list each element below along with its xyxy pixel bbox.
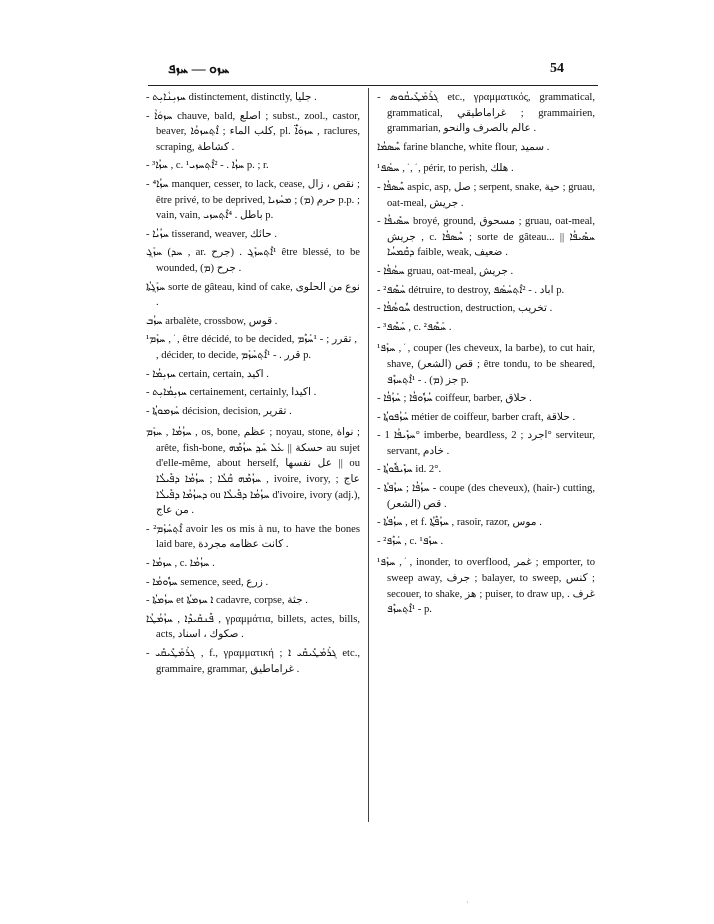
column-divider: [368, 88, 369, 822]
dictionary-entry: - ²ܚܰܣܶܦ détruire, to destroy, اباد . - ²ܐܶܬ݂ܚܰܣܰܦ p.: [377, 284, 565, 296]
dictionary-entry: - ܚܙܽܘܡܳܐ semence, seed, زرع .: [146, 576, 269, 588]
dictionary-entry: - ܚܙܝܼܡܳܐ certain, certain, اكيد .: [146, 368, 269, 380]
dictionary-entry: ¹ܚܙܰܦ , ܿ , couper (les cheveux, la barbe), to cut hair, shave, قص (الشعر) ; être tondu, to be sheared, جز (ܡ) . - ¹ܐܶܬ݂ܚܙܶܦ p.: [377, 343, 595, 386]
right-column: [377, 90, 595, 621]
dictionary-entry: - ܚܰܙܳܦܘܬ݂ܳܐ métier de coiffeur, barber craft, حلاقة .: [377, 411, 576, 423]
dictionary-entry: - ܚܙܘܿܐܵ chauve, bald, اصلع ; subst., zool., castor, beaver, كلب الماء ; ܐܶܬ݂ܚܙܘܳܐ, pl. ܚܙܘܿܐ̈ܶ , raclures, scraping, كشاطة .: [146, 110, 360, 153]
dictionary-entry: - ܚܙܳܝܳܐ tisserand, weaver, حائك .: [146, 228, 277, 240]
dictionary-entry: - ܚܙܺܝܦܳܐ 1° imberbe, beardless, اجرد ; 2° serviteur, servant, خادم .: [377, 430, 595, 457]
dictionary-entry: - ܚܙܝܼܡܳܐܝܼܬ certainement, certainly, اكيدا .: [146, 387, 317, 399]
dictionary-entry: ܚܶܣܡܳܐ farine blanche, white flour, سميد .: [377, 141, 550, 153]
dictionary-entry: ¹ܚܙܰܦ , ܿ , inonder, to overflood, غمر ; emporter, to sweep away, جرف ; balayer, to sweep, كنس ; secouer, to shake, هز ; puiser, to draw up, غرف . - ¹ܐܶܬ݂ܚܙܶܦ p.: [377, 557, 595, 616]
page-header-syriac-range: ܚܙܘ — ܚܙܦ: [168, 62, 230, 77]
dictionary-entry: - ³ܚܙܳܐ , c. ¹ܚܙܳܐ . - ²ܐܶܬ݂ܚܙܝ p. ; r.: [146, 160, 269, 172]
dictionary-entry: - ܚܙܺܝܦܽܘܬ݂ܳܐ id. 2°.: [377, 464, 442, 476]
left-column: [146, 90, 360, 680]
footer-mark: ·: [466, 898, 469, 907]
dictionary-entry: - ³ܚܰܣܶܦ , c. ²ܚܰܣܶܦ .: [377, 321, 452, 333]
dictionary-entry: - ܚܙܡܳܐ , c. ܚܙܳܡܳܐ .: [146, 558, 215, 570]
dictionary-entry: ¹ܚܙܰܡ , ܿ , être décidé, to be decided, تقرر ; - ¹ܚܰܙܶܡ , ܿ , décider, to decide, قرر . - ¹ܐܶܬ݂ܚܰܙܰܡ p.: [146, 334, 360, 361]
dictionary-entry: ¹ܚܣܰܦ , ܿ , ܿ , périr, to perish, هلك .: [377, 163, 514, 175]
dictionary-entry: - ܚܶܣܦܳܐ aspic, asp, صل ; serpent, snake, حية ; gruau, oat-meal, جريش .: [377, 181, 595, 209]
dictionary-entry: - ܚܙܳܡܬܳܐ et ܐ ܚܙܡܬܳܐ cadavre, corpse, جثة .: [146, 595, 308, 607]
dictionary-entry: - ܚܳܙܽܘܦܳܐ ; ܚܰܙܳܦܳܐ coiffeur, barber, حلاق .: [377, 393, 532, 405]
dictionary-entry: - ²ܐܶܬ݂ܚܰܙܰܡ avoir les os mis à nu, to have the bones laid bare, كانت عظامه مجردة .: [146, 523, 360, 551]
dictionary-entry: ܚܙܳܡܳܐ , ܚܙܰܡ , os, bone, عظم ; noyau, stone, نواة ; arête, fish-bone, حسكة || ܥܰܠ ܚܰܕ݂ ܚܙܳܡܶܗ au sujet d'elle-même, about herself, عل نفسها || ou ܚܙܳܡܶܗ ܩܶܠܳܐ ; ܚܙܳܡܳܐ ܕܦܺܝܠܳܐ , ivoire, ivory, عاج ; ܕܚܙܳܡܳܐ ܕܦܺܝܠܳܐ ou ܚܙܳܡܳܐ ܕܦܺܝܠܳܐ d'ivoire, ivory (adj.), من عاج .: [146, 427, 360, 517]
page-number: 54: [550, 61, 564, 76]
dictionary-entry: - ܓܪܰܡܰܛܺܝܩܳܘܣ etc., γραμματικός, grammatical, grammatical, غراماطيقي ; grammairien, grammarian, عالم بالصرف والنحو .: [377, 92, 595, 135]
dictionary-entry: - ܚܣܳܦܳܐ gruau, oat-meal, جريش .: [377, 265, 514, 277]
dictionary-entry: ܚܙܰܓ݂ܬܳܐ sorte de gâteau, kind of cake, نوع من الحلوى .: [146, 281, 360, 309]
dictionary-entry: - ܚܙܳܦܬܳܐ , et f. ܚܙܳܦܶܬ݂ܳܐ , rasoir, razor, موس .: [377, 517, 542, 529]
dictionary-entry: ܚܙܰܓ݂ (ܚܕ , ar. جرح) . ¹ܐܶܬ݂ܚܙܰܓ݂ être blessé, to be wounded, جرح (ܡ) .: [146, 247, 360, 274]
dictionary-entry: - ܚܽܘܣܳܦܳܐ destruction, destruction, تخريب .: [377, 303, 553, 315]
dictionary-entry: - ܚܙܝܼܢܵܐܝܼܬ distinctement, distinctly, جليا .: [146, 92, 317, 103]
dictionary-entry: ܚܙܳܒ arbalète, crossbow, قوس .: [146, 315, 278, 327]
dictionary-entry: - ⁴ܚܙܳܐ manquer, cesser, to lack, cease, نقص ، زال ; être privé, to be deprived, حرم (ܡ) ; ܡܚܰܙܝܐ p.p. ; vain, vain, باطل . ⁴ܐܶܬ݂ܚܙܝ p.: [146, 178, 360, 222]
dictionary-entry: - ܚܰܙܡܘܬ݂ܳܐ décision, decision, تقرير .: [146, 405, 292, 417]
dictionary-entry: ܦܶܢܩܺܝܕܶܐ , ܚܙܳܡܳܛܳܐ , γραμμάτια, billets, actes, bills, acts, صكوك ، اسناد .: [146, 613, 360, 641]
header-rule: [148, 85, 598, 86]
dictionary-entry: - ܚܙܳܦܳܐ ; ܚܙܳܦܬܳܐ - coupe (des cheveux), (hair-) cutting, قص (الشعر) .: [377, 483, 595, 510]
dictionary-entry: - ܚܣܺܝܦܳܐ broyé, ground, مسحوق ; gruau, oat-meal, جريش , c. ܚܶܣܦܳܐ ; sorte de gâteau... || ܚܣܺܝܦܳܐ ܕܩܶܡܚܳܐ faible, weak, ضعيف .: [377, 216, 595, 259]
dictionary-entry: - ܓܪܰܡܰܛܺܝܩܺܝ , f., γραμματική ; ܓܪܰܡܰܛܺܝܩܺܝ ܐ etc., grammaire, grammar, غراماطيق .: [146, 648, 360, 675]
dictionary-entry: - ²ܚܰܙܶܦ , c. ¹ܚܙܰܦ .: [377, 535, 444, 547]
